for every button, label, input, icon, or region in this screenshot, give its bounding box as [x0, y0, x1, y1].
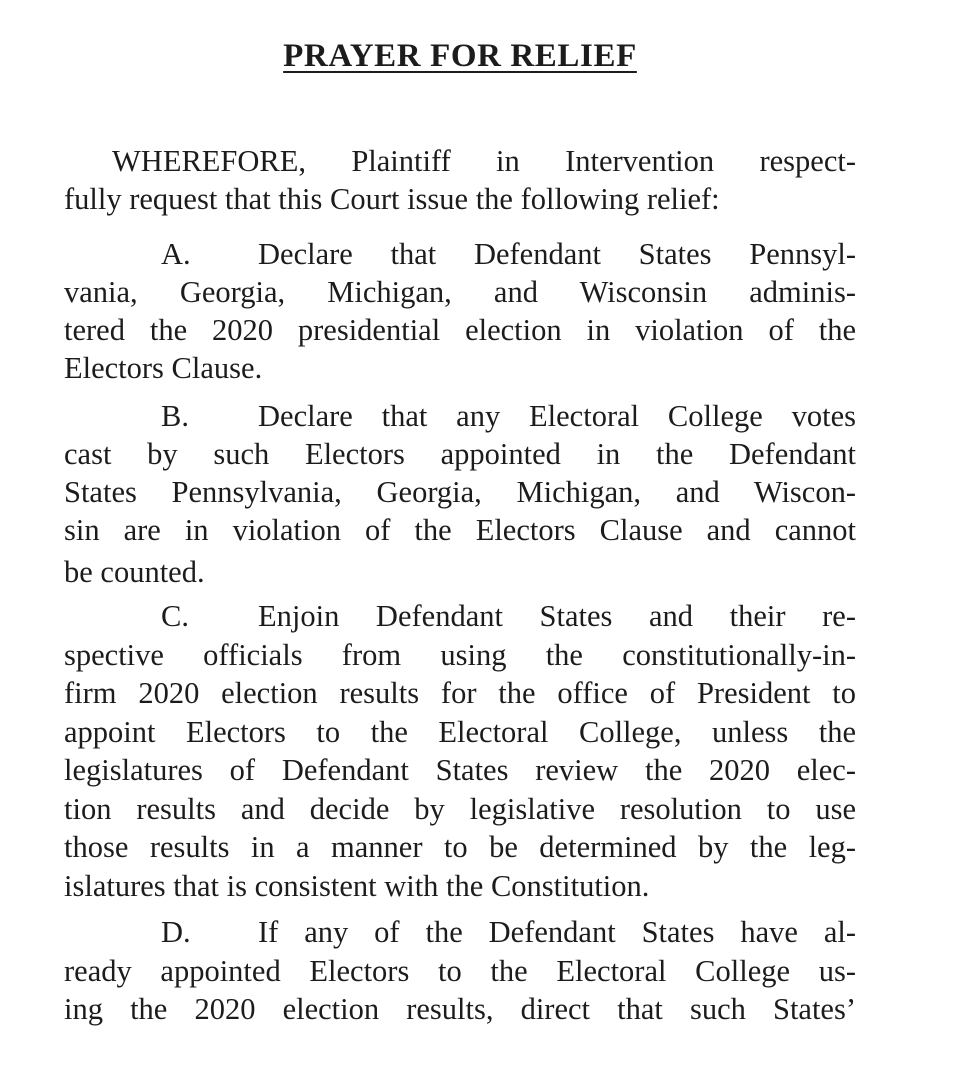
item-c-line: firm 2020 election results for the office of President to	[64, 676, 856, 710]
heading-text: PRAYER FOR RELIEF	[283, 38, 637, 74]
item-c-line: islatures that is consistent with the Constitution.	[64, 869, 650, 903]
item-c-line: spective officials from using the constitutionally-in-	[64, 638, 856, 672]
item-marker: A.	[161, 237, 191, 271]
item-a-line: Electors Clause.	[64, 351, 263, 385]
item-c-line: those results in a manner to be determined by the leg-	[64, 830, 856, 864]
item-d-line: ing the 2020 election results, direct that such States’	[64, 992, 856, 1026]
item-c-line: legislatures of Defendant States review the 2020 elec-	[64, 753, 856, 787]
item-b-line: sin are in violation of the Electors Clause and cannot	[64, 513, 856, 547]
item-text: Declare that any Electoral College votes	[258, 399, 856, 433]
item-b-line: be counted.	[64, 555, 205, 589]
item-text: Declare that Defendant States Pennsyl-	[258, 237, 856, 271]
item-a-line: vania, Georgia, Michigan, and Wisconsin adminis-	[64, 275, 856, 309]
relief-item-a	[161, 235, 856, 273]
section-heading	[64, 38, 856, 75]
intro-line: WHEREFORE, Plaintiff in Intervention respect-	[112, 144, 856, 178]
item-marker: D.	[161, 915, 191, 949]
item-b-line: States Pennsylvania, Georgia, Michigan, and Wiscon-	[64, 475, 856, 509]
item-marker: B.	[161, 399, 189, 433]
item-text: Enjoin Defendant States and their re-	[258, 599, 856, 633]
item-a-line: tered the 2020 presidential election in violation of the	[64, 313, 856, 347]
item-c-line: tion results and decide by legislative resolution to use	[64, 792, 856, 826]
item-marker: C.	[161, 599, 189, 633]
item-b-line: cast by such Electors appointed in the Defendant	[64, 437, 856, 471]
relief-item-b	[161, 397, 856, 435]
document-page	[64, 0, 856, 1088]
relief-item-d	[161, 913, 856, 951]
item-c-line: appoint Electors to the Electoral College, unless the	[64, 715, 856, 749]
relief-item-c	[161, 597, 856, 635]
item-text: If any of the Defendant States have al-	[258, 915, 856, 949]
intro-line: fully request that this Court issue the following relief:	[64, 182, 720, 216]
item-d-line: ready appointed Electors to the Electoral College us-	[64, 954, 856, 988]
